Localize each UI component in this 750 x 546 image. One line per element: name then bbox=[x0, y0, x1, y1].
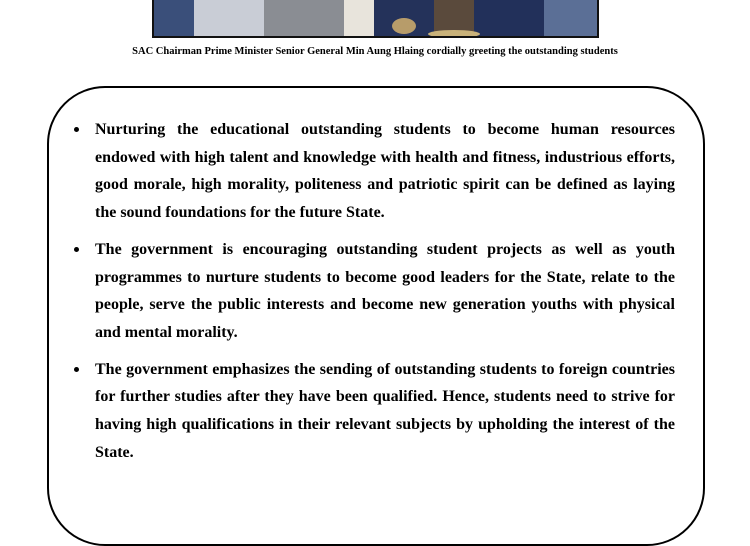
bullet-icon bbox=[74, 367, 79, 372]
bullet-text: The government is encouraging outstanding student projects as well as youth programmes to nurture students to become good leaders for the State, relate to the people, serve the public interests and become new generation youths with physical and mental morality. bbox=[95, 240, 675, 341]
bullet-text: Nurturing the educational outstanding students to become human resources endowed with high talent and knowledge with health and fitness, industrious efforts, good morale, high morality, politeness and patriotic spirit can be defined as laying the sound foundations for the future State. bbox=[95, 121, 675, 222]
bullet-icon bbox=[74, 127, 79, 132]
bullet-icon bbox=[74, 247, 79, 252]
photo-icon bbox=[154, 0, 599, 38]
photo-caption: SAC Chairman Prime Minister Senior General Min Aung Hlaing cordially greeting the outstanding students bbox=[132, 46, 618, 57]
bullet-list bbox=[0, 116, 750, 475]
photo bbox=[152, 0, 599, 38]
list-item bbox=[95, 116, 675, 227]
list-item bbox=[95, 236, 675, 347]
list-item bbox=[95, 356, 675, 467]
bullet-text: The government emphasizes the sending of outstanding students to foreign countries for further studies after they have been qualified. Hence, students need to strive for having high qualifications in their relevant subjects by upholding the interest of the State. bbox=[95, 360, 675, 461]
